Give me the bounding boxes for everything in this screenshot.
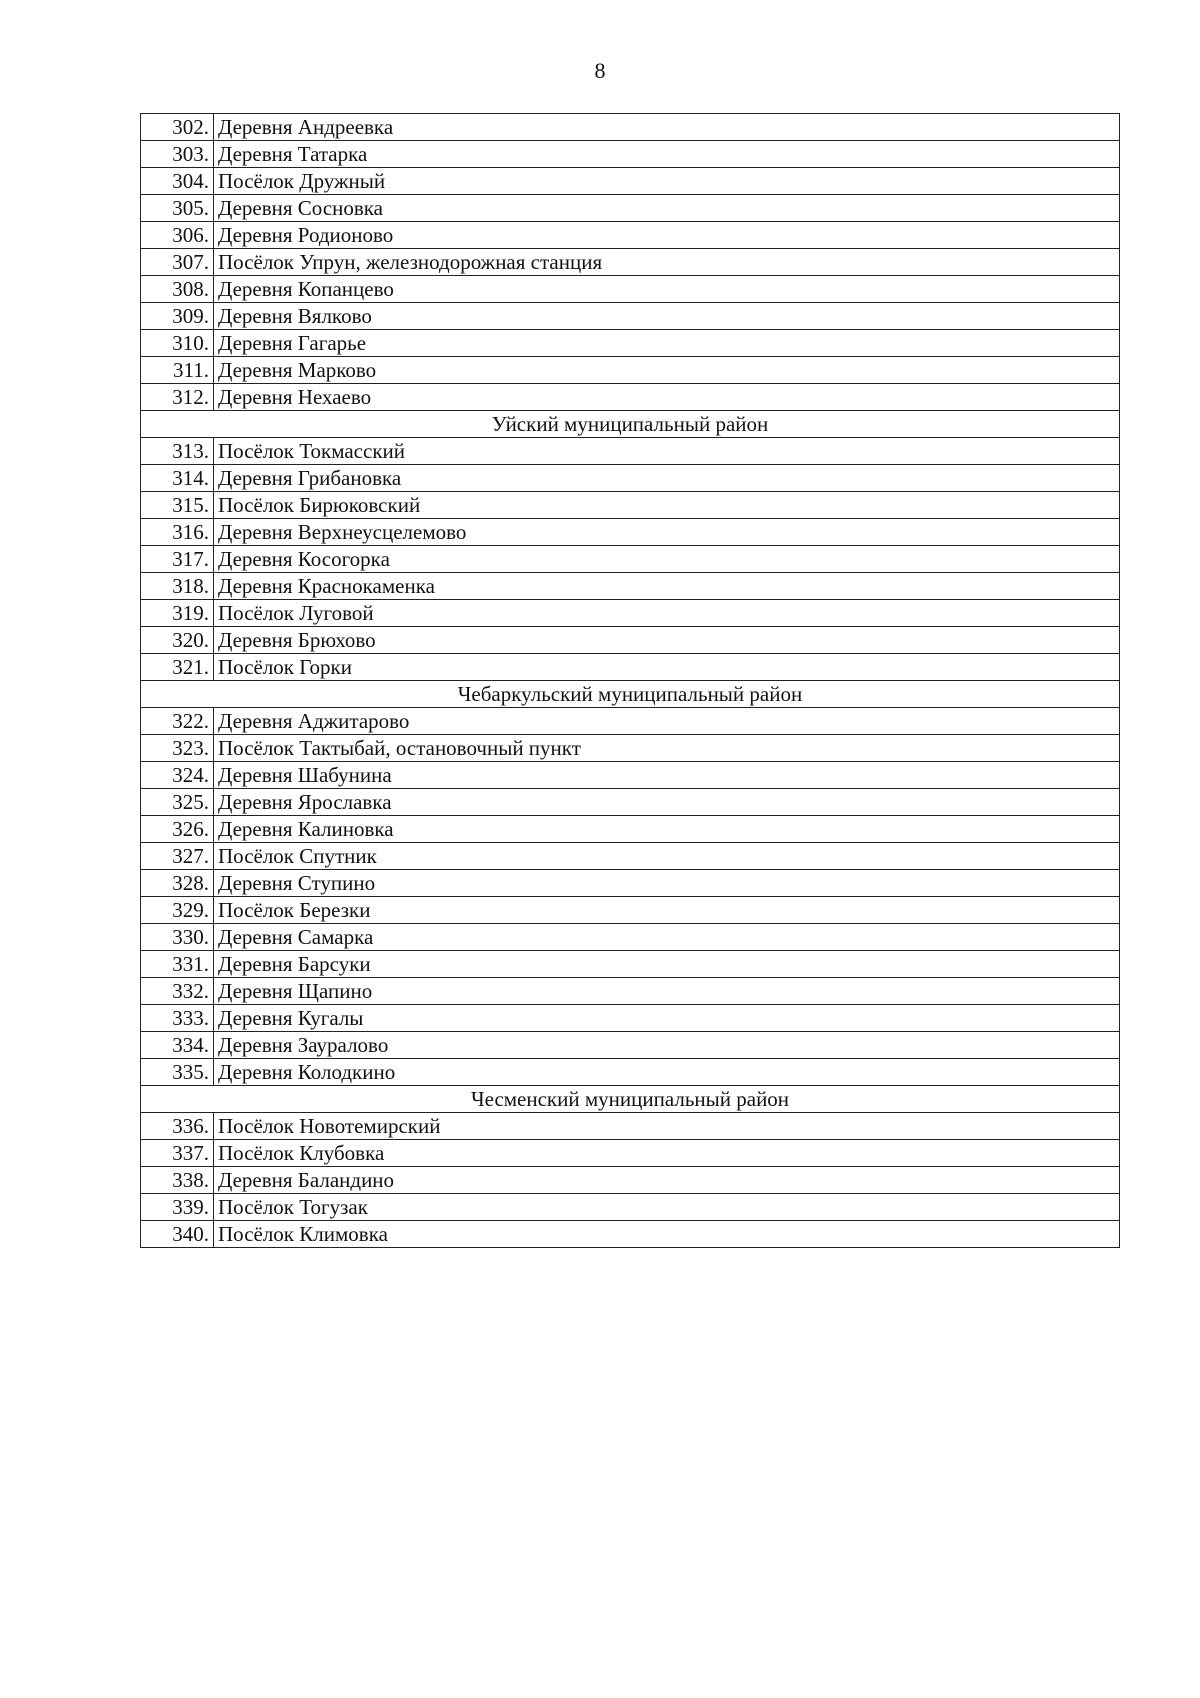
table-row — [141, 843, 1120, 870]
row-number: 304. — [141, 168, 214, 195]
row-number: 340. — [141, 1221, 214, 1248]
row-number: 312. — [141, 384, 214, 411]
settlement-name: Посёлок Березки — [214, 897, 1120, 924]
settlement-name: Посёлок Спутник — [214, 843, 1120, 870]
settlement-name: Посёлок Новотемирский — [214, 1113, 1120, 1140]
row-number: 309. — [141, 303, 214, 330]
settlement-name: Посёлок Токмасский — [214, 438, 1120, 465]
row-number: 338. — [141, 1167, 214, 1194]
settlement-name: Деревня Ярославка — [214, 789, 1120, 816]
row-number: 336. — [141, 1113, 214, 1140]
settlement-name: Деревня Гагарье — [214, 330, 1120, 357]
settlement-name: Деревня Калиновка — [214, 816, 1120, 843]
row-number: 324. — [141, 762, 214, 789]
settlement-name: Посёлок Дружный — [214, 168, 1120, 195]
row-number: 330. — [141, 924, 214, 951]
settlement-name: Деревня Кугалы — [214, 1005, 1120, 1032]
row-number: 321. — [141, 654, 214, 681]
settlement-name: Деревня Татарка — [214, 141, 1120, 168]
settlement-name: Деревня Аджитарово — [214, 708, 1120, 735]
table-row — [141, 573, 1120, 600]
row-number: 306. — [141, 222, 214, 249]
settlement-name: Посёлок Климовка — [214, 1221, 1120, 1248]
table-row — [141, 1167, 1120, 1194]
row-number: 318. — [141, 573, 214, 600]
table-row — [141, 222, 1120, 249]
row-number: 320. — [141, 627, 214, 654]
row-number: 316. — [141, 519, 214, 546]
table-row — [141, 492, 1120, 519]
table-row — [141, 330, 1120, 357]
district-title: Чебаркульский муниципальный район — [141, 681, 1120, 708]
table-row — [141, 762, 1120, 789]
row-number: 313. — [141, 438, 214, 465]
table-row — [141, 816, 1120, 843]
table-row — [141, 114, 1120, 141]
row-number: 310. — [141, 330, 214, 357]
district-header-row — [141, 681, 1120, 708]
settlement-name: Посёлок Луговой — [214, 600, 1120, 627]
settlement-name: Деревня Грибановка — [214, 465, 1120, 492]
settlement-name: Посёлок Бирюковский — [214, 492, 1120, 519]
row-number: 332. — [141, 978, 214, 1005]
table-row — [141, 357, 1120, 384]
settlement-name: Посёлок Упрун, железнодорожная станция — [214, 249, 1120, 276]
row-number: 339. — [141, 1194, 214, 1221]
settlement-name: Деревня Брюхово — [214, 627, 1120, 654]
row-number: 307. — [141, 249, 214, 276]
row-number: 333. — [141, 1005, 214, 1032]
table-row — [141, 1032, 1120, 1059]
table-row — [141, 1194, 1120, 1221]
table-row — [141, 276, 1120, 303]
settlement-name: Деревня Зауралово — [214, 1032, 1120, 1059]
table-row — [141, 438, 1120, 465]
table-row — [141, 600, 1120, 627]
table-row — [141, 1113, 1120, 1140]
table-row — [141, 141, 1120, 168]
row-number: 314. — [141, 465, 214, 492]
settlement-name: Посёлок Тактыбай, остановочный пункт — [214, 735, 1120, 762]
settlements-table-body — [141, 114, 1120, 1248]
settlement-name: Деревня Баландино — [214, 1167, 1120, 1194]
settlement-name: Посёлок Клубовка — [214, 1140, 1120, 1167]
settlement-name: Деревня Самарка — [214, 924, 1120, 951]
row-number: 328. — [141, 870, 214, 897]
district-title: Чесменский муниципальный район — [141, 1086, 1120, 1113]
settlement-name: Посёлок Горки — [214, 654, 1120, 681]
row-number: 322. — [141, 708, 214, 735]
row-number: 319. — [141, 600, 214, 627]
table-row — [141, 249, 1120, 276]
row-number: 327. — [141, 843, 214, 870]
table-row — [141, 1059, 1120, 1086]
settlement-name: Деревня Краснокаменка — [214, 573, 1120, 600]
settlement-name: Деревня Косогорка — [214, 546, 1120, 573]
district-header-row — [141, 411, 1120, 438]
table-row — [141, 870, 1120, 897]
table-row — [141, 546, 1120, 573]
row-number: 317. — [141, 546, 214, 573]
settlement-name: Деревня Барсуки — [214, 951, 1120, 978]
row-number: 329. — [141, 897, 214, 924]
row-number: 308. — [141, 276, 214, 303]
row-number: 331. — [141, 951, 214, 978]
table-row — [141, 978, 1120, 1005]
row-number: 305. — [141, 195, 214, 222]
settlement-name: Деревня Нехаево — [214, 384, 1120, 411]
settlement-name: Деревня Андреевка — [214, 114, 1120, 141]
row-number: 323. — [141, 735, 214, 762]
page-number: 8 — [594, 58, 606, 83]
settlement-name: Деревня Щапино — [214, 978, 1120, 1005]
settlement-name: Посёлок Тогузак — [214, 1194, 1120, 1221]
table-row — [141, 303, 1120, 330]
row-number: 334. — [141, 1032, 214, 1059]
settlement-name: Деревня Верхнеусцелемово — [214, 519, 1120, 546]
settlement-name: Деревня Ступино — [214, 870, 1120, 897]
row-number: 326. — [141, 816, 214, 843]
table-row — [141, 708, 1120, 735]
row-number: 302. — [141, 114, 214, 141]
table-row — [141, 789, 1120, 816]
settlement-name: Деревня Колодкино — [214, 1059, 1120, 1086]
settlement-name: Деревня Марково — [214, 357, 1120, 384]
table-row — [141, 735, 1120, 762]
table-row — [141, 951, 1120, 978]
table-row — [141, 627, 1120, 654]
settlement-name: Деревня Родионово — [214, 222, 1120, 249]
table-row — [141, 1140, 1120, 1167]
settlement-name: Деревня Шабунина — [214, 762, 1120, 789]
table-row — [141, 519, 1120, 546]
table-row — [141, 924, 1120, 951]
table-row — [141, 897, 1120, 924]
table-row — [141, 1221, 1120, 1248]
district-header-row — [141, 1086, 1120, 1113]
table-row — [141, 1005, 1120, 1032]
district-title: Уйский муниципальный район — [141, 411, 1120, 438]
table-row — [141, 384, 1120, 411]
table-row — [141, 465, 1120, 492]
row-number: 315. — [141, 492, 214, 519]
settlement-name: Деревня Сосновка — [214, 195, 1120, 222]
row-number: 325. — [141, 789, 214, 816]
table-row — [141, 195, 1120, 222]
row-number: 303. — [141, 141, 214, 168]
settlement-name: Деревня Вялково — [214, 303, 1120, 330]
table-row — [141, 654, 1120, 681]
row-number: 311. — [141, 357, 214, 384]
row-number: 335. — [141, 1059, 214, 1086]
settlements-table — [140, 113, 1120, 1248]
table-row — [141, 168, 1120, 195]
row-number: 337. — [141, 1140, 214, 1167]
settlement-name: Деревня Копанцево — [214, 276, 1120, 303]
